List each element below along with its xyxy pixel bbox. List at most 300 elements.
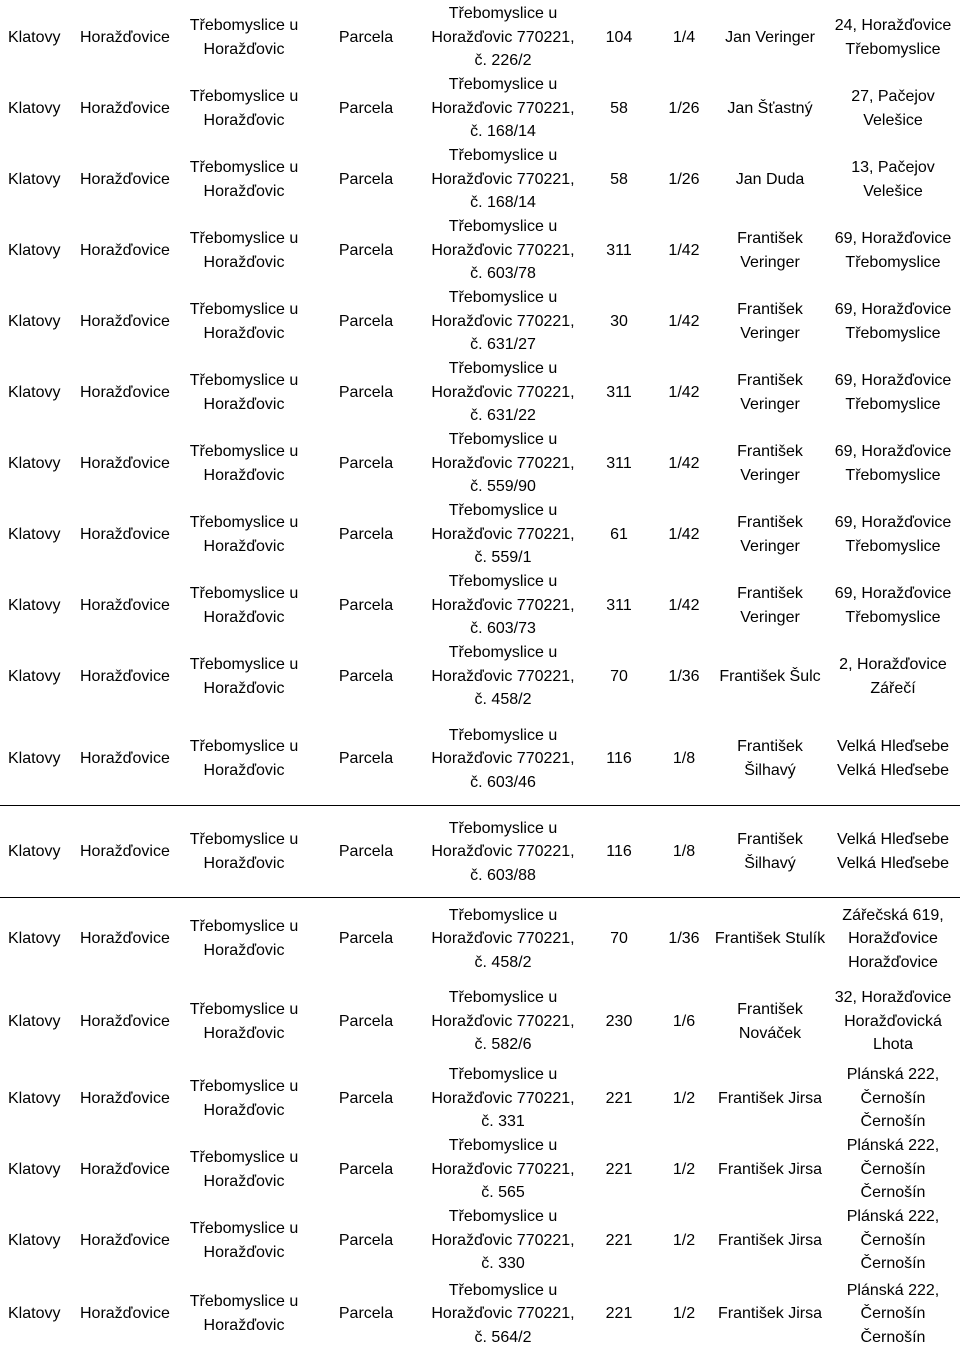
parcel-number-cell-line: Třebomyslice u [448,218,558,236]
table-row [0,1276,960,1352]
share-cell: 1/2 [672,1089,696,1107]
cadastral-area-cell-line: Horažďovic [203,466,285,484]
parcel-number-cell-line: Horažďovic 770221, [431,383,575,401]
type-cell: Parcela [338,1305,394,1323]
parcel-number-cell-line: č. 582/6 [474,1036,532,1054]
municipality-cell: Horažďovice [80,1160,170,1178]
type-cell: Parcela [338,750,394,768]
municipality-cell: Horažďovice [80,383,170,401]
address-cell-line: 27, Pačejov [851,87,935,105]
cadastral-area-cell [182,73,306,144]
cadastral-area-cell [182,1205,306,1276]
address-cell-line: Černošín [860,1255,926,1273]
address-cell [826,1276,960,1352]
owner-cell-line: František [737,738,803,756]
address-cell-line: Velká Hleďsebe [836,738,950,756]
address-cell-line: Třebomyslice [845,466,941,484]
type-cell: Parcela [338,1231,394,1249]
district-cell: Klatovy [8,241,61,259]
address-cell-line: Třebomyslice [845,537,941,555]
owner-cell-line: Veringer [740,537,800,555]
record-number-cell: 311 [606,596,632,614]
address-cell-line: Zářečí [870,679,916,697]
owner-cell [712,570,828,641]
parcel-number-cell-line: Třebomyslice u [448,906,558,924]
owner-cell [712,286,828,357]
cadastral-area-cell-line: Horažďovic [203,942,285,959]
record-number-cell: 58 [610,170,628,188]
table-row [0,712,960,806]
address-cell-line: 13, Pačejov [851,158,935,176]
cadastral-area-cell-line: Horažďovic [203,855,285,872]
cadastral-area-cell-line: Třebomyslice u [189,1000,299,1018]
owner-cell-line: Veringer [740,324,800,342]
parcel-number-cell-line: Horažďovic 770221, [431,1160,575,1178]
address-cell-line: Plánská 222, [846,1066,940,1084]
cadastral-area-cell-line: Třebomyslice u [189,1293,299,1311]
share-cell: 1/2 [672,1305,696,1323]
table-row [0,806,960,898]
address-cell [826,73,960,144]
address-cell-line: Plánská 222, [846,1208,940,1226]
owner-cell-line: Šilhavý [744,855,796,872]
cadastral-area-cell [182,1134,306,1205]
municipality-cell: Horažďovice [80,750,170,768]
address-cell-line: Zářečská 619, [842,906,944,924]
cadastral-area-cell [182,428,306,499]
municipality-cell: Horažďovice [80,454,170,472]
parcel-number-cell-line: Horažďovic 770221, [431,525,575,543]
parcel-number-cell [418,357,588,428]
share-cell: 1/42 [668,525,700,543]
parcel-number-cell-line: č. 603/88 [470,866,536,884]
cadastral-area-cell [182,2,306,73]
address-cell-line: Třebomyslice [845,40,941,58]
address-cell [826,286,960,357]
parcel-number-cell-line: Horažďovic 770221, [431,930,575,948]
parcel-number-cell-line: Třebomyslice u [448,1066,558,1084]
address-cell-line: 69, Horažďovice [834,513,952,531]
address-cell [826,570,960,641]
parcel-number-cell-line: č. 458/2 [474,691,532,709]
address-cell-line: Velešice [863,182,923,200]
owner-cell [712,144,828,215]
parcel-number-cell-line: Třebomyslice u [448,360,558,378]
record-number-cell: 70 [610,930,628,948]
cadastral-area-cell [182,712,306,806]
cadastral-area-cell [182,144,306,215]
owner-cell-line: František Jirsa [717,1305,823,1323]
record-number-cell: 58 [610,99,628,117]
owner-cell-line: Veringer [740,253,800,271]
cadastral-area-cell-line: Třebomyslice u [189,831,299,849]
share-cell: 1/42 [668,241,700,259]
share-cell: 1/6 [672,1012,696,1030]
parcel-number-cell-line: č. 168/14 [470,123,536,141]
parcel-number-cell-line: č. 631/27 [470,336,536,354]
table-row [0,570,960,641]
municipality-cell: Horažďovice [80,667,170,685]
parcel-number-cell-line: Třebomyslice u [448,989,558,1007]
table-row [0,357,960,428]
type-cell: Parcela [338,525,394,543]
cadastral-area-cell-line: Horažďovic [203,1317,285,1334]
parcel-number-cell [418,570,588,641]
municipality-cell: Horažďovice [80,99,170,117]
share-cell: 1/2 [672,1160,696,1178]
owner-cell-line: Jan Duda [735,170,805,188]
owner-cell-line: František Jirsa [717,1231,823,1249]
cadastral-area-cell-line: Horažďovic [203,1243,285,1261]
cadastral-area-cell-line: Třebomyslice u [189,1077,299,1095]
share-cell: 1/36 [668,930,700,948]
parcel-number-cell-line: Třebomyslice u [448,726,558,744]
cadastral-area-cell-line: Třebomyslice u [189,1148,299,1166]
address-cell-line: Černošín [860,1113,926,1131]
parcel-number-cell-line: Horažďovic 770221, [431,312,575,330]
district-cell: Klatovy [8,930,61,948]
municipality-cell: Horažďovice [80,1089,170,1107]
cadastral-area-cell-line: Horažďovic [203,1172,285,1190]
parcel-number-cell [418,1205,588,1276]
address-cell [826,980,960,1063]
parcel-number-cell-line: Třebomyslice u [448,289,558,307]
owner-cell-line: Veringer [740,395,800,413]
district-cell: Klatovy [8,750,61,768]
address-cell [826,641,960,712]
cadastral-area-cell [182,806,306,898]
table-row [0,73,960,144]
owner-cell-line: František Šulc [719,667,821,685]
parcel-number-cell [418,499,588,570]
cadastral-area-cell-line: Třebomyslice u [189,300,299,318]
district-cell: Klatovy [8,596,61,614]
address-cell-line: Černošín [860,1231,926,1249]
owner-cell-line: Veringer [740,608,800,626]
cadastral-area-cell-line: Horažďovic [203,253,285,271]
record-number-cell: 221 [605,1160,633,1178]
district-cell: Klatovy [8,525,61,543]
district-cell: Klatovy [8,1231,61,1249]
owner-cell [712,73,828,144]
address-cell-line: Velká Hleďsebe [836,831,950,849]
municipality-cell: Horažďovice [80,241,170,259]
address-cell-line: Černošín [860,1089,926,1107]
address-cell-line: 69, Horažďovice [834,442,952,460]
parcel-number-cell-line: Třebomyslice u [448,431,558,449]
type-cell: Parcela [338,1012,394,1030]
cadastral-area-cell [182,898,306,980]
cadastral-area-cell-line: Třebomyslice u [189,442,299,460]
owner-cell [712,357,828,428]
type-cell: Parcela [338,28,394,46]
table-row [0,2,960,73]
cadastral-area-cell-line: Horažďovic [203,324,285,342]
share-cell: 1/42 [668,383,700,401]
address-cell-line: Velká Hleďsebe [836,855,950,872]
table-row [0,1205,960,1276]
parcel-number-cell [418,144,588,215]
parcel-number-cell [418,1276,588,1352]
owner-cell [712,1276,828,1352]
municipality-cell: Horažďovice [80,930,170,948]
address-cell-line: 69, Horažďovice [834,584,952,602]
parcel-number-cell-line: č. 458/2 [474,953,532,971]
parcel-number-cell [418,2,588,73]
parcel-number-cell-line: č. 564/2 [474,1328,532,1346]
address-cell [826,428,960,499]
parcel-number-cell-line: č. 603/73 [470,620,536,638]
parcel-number-cell-line: Horažďovic 770221, [431,241,575,259]
record-number-cell: 311 [606,241,632,259]
address-cell [826,806,960,898]
municipality-cell: Horažďovice [80,596,170,614]
cadastral-area-cell-line: Horažďovic [203,1101,285,1119]
district-cell: Klatovy [8,99,61,117]
table-row [0,641,960,712]
table-row [0,286,960,357]
address-cell-line: Černošín [860,1328,926,1346]
parcel-number-cell-line: Třebomyslice u [448,5,558,23]
address-cell-line: Třebomyslice [845,324,941,342]
address-cell-line: Lhota [872,1036,914,1054]
address-cell-line: 69, Horažďovice [834,229,952,247]
address-cell [826,2,960,73]
district-cell: Klatovy [8,28,61,46]
type-cell: Parcela [338,1089,394,1107]
owner-cell-line: Jan Šťastný [727,99,813,117]
municipality-cell: Horažďovice [80,1231,170,1249]
record-number-cell: 116 [606,843,632,861]
district-cell: Klatovy [8,454,61,472]
parcel-number-cell [418,980,588,1063]
owner-cell-line: Šilhavý [744,762,796,779]
share-cell: 1/26 [668,170,700,188]
address-cell-line: Černošín [860,1160,926,1178]
table-row [0,144,960,215]
parcel-number-cell [418,898,588,980]
address-cell-line: Plánská 222, [846,1137,940,1155]
cadastral-area-cell-line: Třebomyslice u [189,655,299,673]
table-row [0,499,960,570]
parcel-number-cell-line: č. 559/90 [470,478,536,496]
owner-cell-line: František [737,831,803,849]
cadastral-area-cell-line: Horažďovic [203,537,285,555]
parcel-number-cell-line: Třebomyslice u [448,819,558,837]
parcel-number-cell-line: Horažďovic 770221, [431,843,575,861]
table-row [0,980,960,1063]
record-number-cell: 61 [610,525,628,543]
parcel-number-cell [418,286,588,357]
owner-cell-line: František [737,229,803,247]
address-cell-line: Plánská 222, [846,1281,940,1299]
parcel-number-cell [418,641,588,712]
owner-cell [712,428,828,499]
district-cell: Klatovy [8,1160,61,1178]
parcel-number-cell-line: Třebomyslice u [448,147,558,165]
municipality-cell: Horažďovice [80,1305,170,1323]
owner-cell-line: František [737,1000,803,1018]
address-cell [826,215,960,286]
address-cell [826,357,960,428]
parcel-number-cell-line: č. 631/22 [470,407,536,425]
owner-cell-line: František [737,300,803,318]
cadastral-area-cell [182,357,306,428]
address-cell-line: Horažďovice [848,930,938,948]
owner-cell-line: Jan Veringer [725,28,815,46]
cadastral-area-cell-line: Třebomyslice u [189,918,299,936]
table-row [0,898,960,980]
owner-cell-line: František [737,442,803,460]
address-cell-line: 2, Horažďovice [839,655,947,673]
owner-cell [712,215,828,286]
address-cell-line: Třebomyslice [845,608,941,626]
record-number-cell: 221 [605,1089,633,1107]
parcel-number-cell-line: Třebomyslice u [448,573,558,591]
address-cell-line: Třebomyslice [845,395,941,413]
address-cell-line: 69, Horažďovice [834,371,952,389]
record-number-cell: 221 [605,1231,633,1249]
owner-cell-line: František [737,584,803,602]
municipality-cell: Horažďovice [80,525,170,543]
owner-cell [712,499,828,570]
parcel-number-cell-line: Třebomyslice u [448,1281,558,1299]
cadastral-area-cell-line: Horažďovic [203,40,285,58]
cadastral-area-cell-line: Horažďovic [203,762,285,779]
parcel-number-cell-line: č. 559/1 [474,549,532,567]
district-cell: Klatovy [8,667,61,685]
address-cell [826,1134,960,1205]
parcel-number-cell-line: č. 168/14 [470,194,536,212]
parcel-number-cell-line: Třebomyslice u [448,1208,558,1226]
cadastral-area-cell-line: Třebomyslice u [189,371,299,389]
record-number-cell: 221 [605,1305,633,1323]
cadastral-area-cell-line: Třebomyslice u [189,584,299,602]
parcel-number-cell [418,1134,588,1205]
cadastral-area-cell [182,215,306,286]
owner-cell [712,641,828,712]
parcel-number-cell-line: Horažďovic 770221, [431,454,575,472]
cadastral-area-cell-line: Třebomyslice u [189,513,299,531]
share-cell: 1/8 [672,750,696,768]
share-cell: 1/2 [672,1231,696,1249]
parcel-number-cell-line: Horažďovic 770221, [431,596,575,614]
address-cell-line: Horažďovická [844,1012,942,1030]
parcel-number-cell-line: č. 603/78 [470,265,536,283]
table-row [0,1063,960,1134]
type-cell: Parcela [338,99,394,117]
type-cell: Parcela [338,930,394,948]
district-cell: Klatovy [8,1012,61,1030]
record-number-cell: 30 [610,312,628,330]
parcel-number-cell-line: č. 565 [481,1184,525,1202]
owner-cell-line: František Jirsa [717,1160,823,1178]
address-cell [826,144,960,215]
share-cell: 1/4 [672,28,696,46]
cadastral-area-cell [182,570,306,641]
cadastral-area-cell-line: Třebomyslice u [189,158,299,176]
share-cell: 1/26 [668,99,700,117]
owner-cell [712,1063,828,1134]
parcel-number-cell-line: Horažďovic 770221, [431,1231,575,1249]
cadastral-area-cell-line: Horažďovic [203,111,285,129]
address-cell [826,1205,960,1276]
cadastral-area-cell-line: Třebomyslice u [189,229,299,247]
parcel-number-cell-line: Horažďovic 770221, [431,750,575,768]
parcel-number-cell-line: Horažďovic 770221, [431,1305,575,1323]
type-cell: Parcela [338,596,394,614]
share-cell: 1/36 [668,667,700,685]
owner-cell-line: Veringer [740,466,800,484]
address-cell-line: Velešice [863,111,923,129]
parcel-number-cell [418,806,588,898]
cadastral-area-cell-line: Horažďovic [203,395,285,413]
type-cell: Parcela [338,843,394,861]
owner-cell-line: Nováček [738,1024,802,1042]
owner-cell [712,2,828,73]
owner-cell [712,1134,828,1205]
share-cell: 1/42 [668,596,700,614]
parcel-number-cell-line: č. 603/46 [470,773,536,791]
address-cell [826,499,960,570]
district-cell: Klatovy [8,383,61,401]
owner-cell-line: František [737,513,803,531]
type-cell: Parcela [338,454,394,472]
type-cell: Parcela [338,667,394,685]
record-number-cell: 104 [605,28,633,46]
municipality-cell: Horažďovice [80,843,170,861]
table-row [0,1134,960,1205]
cadastral-area-cell-line: Horažďovic [203,679,285,697]
cadastral-area-cell [182,1276,306,1352]
parcel-number-cell-line: č. 226/2 [474,52,532,70]
parcel-number-cell-line: Třebomyslice u [448,502,558,520]
address-cell-line: Černošín [860,1184,926,1202]
address-cell-line: 69, Horažďovice [834,300,952,318]
address-cell [826,712,960,806]
type-cell: Parcela [338,312,394,330]
record-number-cell: 70 [610,667,628,685]
cadastral-area-cell [182,286,306,357]
municipality-cell: Horažďovice [80,170,170,188]
parcel-number-cell-line: Třebomyslice u [448,76,558,94]
address-cell-line: Třebomyslice [845,253,941,271]
address-cell-line: Velká Hleďsebe [836,762,950,779]
cadastral-area-cell-line: Třebomyslice u [189,87,299,105]
owner-cell [712,980,828,1063]
owner-cell [712,1205,828,1276]
parcel-number-cell [418,1063,588,1134]
parcel-number-cell [418,428,588,499]
owner-cell-line: František Jirsa [717,1089,823,1107]
parcel-number-cell-line: Třebomyslice u [448,644,558,662]
type-cell: Parcela [338,241,394,259]
district-cell: Klatovy [8,170,61,188]
municipality-cell: Horažďovice [80,312,170,330]
table-row [0,428,960,499]
district-cell: Klatovy [8,1305,61,1323]
cadastral-area-cell-line: Třebomyslice u [189,16,299,34]
address-cell-line: 32, Horažďovice [834,989,952,1007]
address-cell-line: Horažďovice [848,953,938,971]
owner-cell-line: František Stulík [714,930,826,948]
parcel-number-cell-line: Třebomyslice u [448,1137,558,1155]
parcel-number-cell [418,73,588,144]
parcel-number-cell-line: Horažďovic 770221, [431,28,575,46]
type-cell: Parcela [338,383,394,401]
record-number-cell: 311 [606,454,632,472]
owner-cell-line: František [737,371,803,389]
